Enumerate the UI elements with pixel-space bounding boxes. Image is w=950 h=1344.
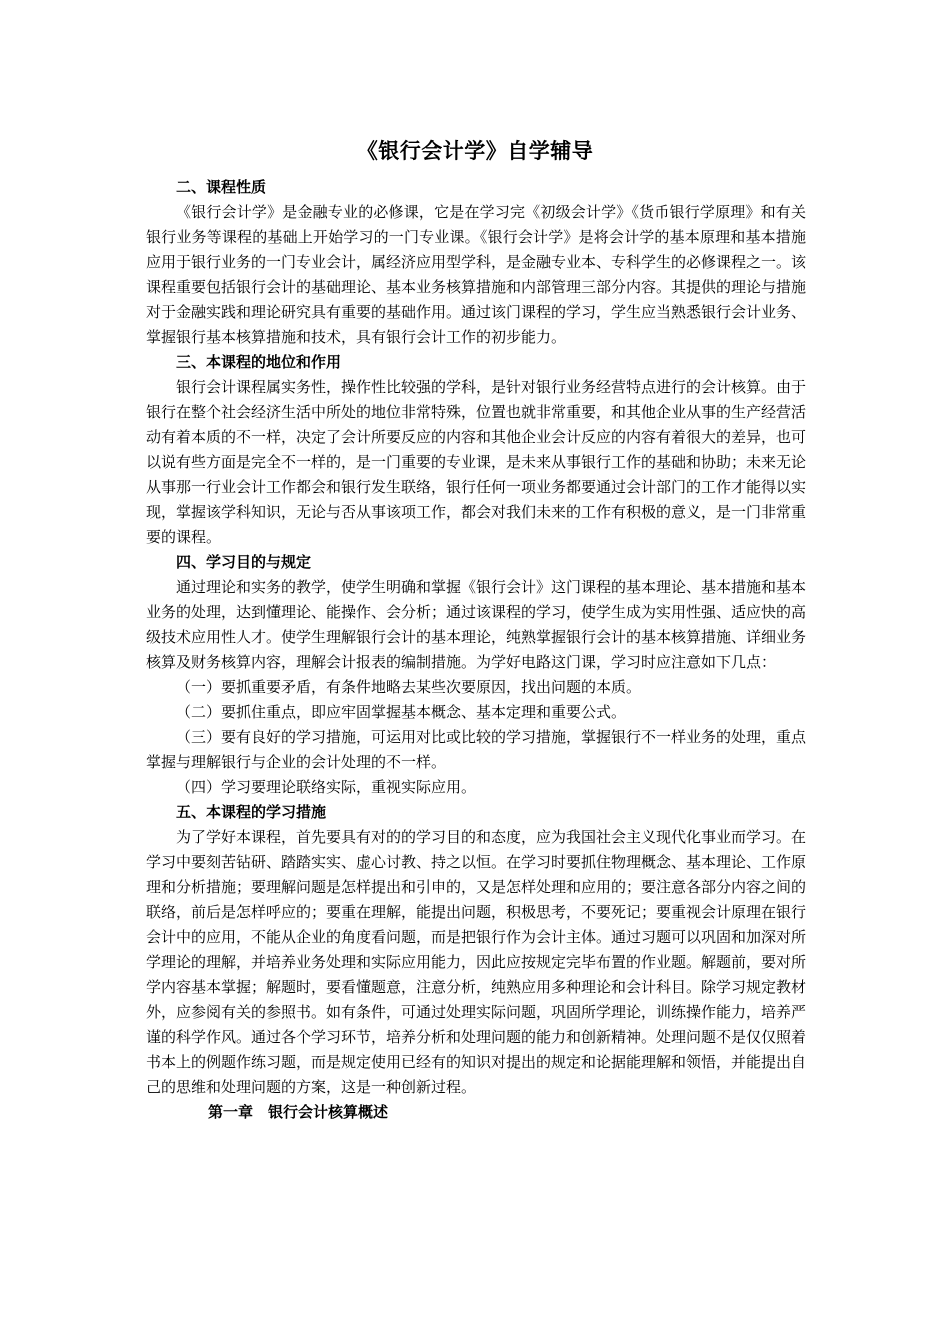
section-course-nature [146, 175, 806, 350]
section-learning-goals [146, 550, 806, 800]
list-item: （四）学习要理论联络实际，重视实际应用。 [176, 778, 477, 796]
section-heading: 三、本课程的地位和作用 [176, 353, 342, 371]
section-learning-methods [146, 800, 806, 1100]
list-item: （一）要抓重要矛盾，有条件地略去某些次要原因，找出问题的本质。 [176, 678, 642, 696]
section-course-role [146, 350, 806, 550]
section-paragraph: 银行会计课程属实务性，操作性比较强的学科，是针对银行业务经营特点进行的会计核算。由于银行在整个社会经济生活中所处的地位非常特殊，位置也就非常重要，和其他企业从事的生产经营活动有着本质的不一样，决定了会计所要反应的内容和其他企业会计反应的内容有着很大的差异，也可以说有些方面是完全不一样的，是一门重要的专业课，是未来从事银行工作的基础和协助；未来无论从事那一行业会计工作都会和银行发生联络，银行任何一项业务都要通过会计部门的工作才能得以实现，掌握该学科知识，无论与否从事该项工作，都会对我们未来的工作有积极的意义，是一门非常重要的课程。 [146, 378, 807, 546]
chapter-heading: 第一章 银行会计核算概述 [208, 1103, 389, 1121]
document-title: 《银行会计学》自学辅导 [356, 139, 594, 163]
section-paragraph: 通过理论和实务的教学，使学生明确和掌握《银行会计》这门课程的基本理论、基本措施和基本业务的处理，达到懂理论、能操作、会分析；通过该课程的学习，使学生成为实用性强、适应快的高级技术应用性人才。使学生理解银行会计的基本理论，纯熟掌握银行会计的基本核算措施、详细业务核算及财务核算内容，理解会计报表的编制措施。为学好电路这门课，学习时应注意如下几点： [146, 578, 807, 671]
section-heading: 二、课程性质 [176, 178, 267, 196]
section-heading: 五、本课程的学习措施 [176, 803, 327, 821]
section-paragraph: 为了学好本课程，首先要具有对的的学习目的和态度，应为我国社会主义现代化事业而学习。在学习中要刻苦钻研、踏踏实实、虚心讨教、持之以恒。在学习时要抓住物理概念、基本理论、工作原理和分析措施；要理解问题是怎样提出和引申的，又是怎样处理和应用的；要注意各部分内容之间的联络，前后是怎样呼应的；要重在理解，能提出问题，积极思考，不要死记；要重视会计原理在银行会计中的应用，不能从企业的角度看问题，而是把银行作为会计主体。通过习题可以巩固和加深对所学理论的理解，并培养业务处理和实际应用能力，因此应按规定完毕布置的作业题。解题前，要对所学内容基本掌握；解题时，要看懂题意，注意分析，纯熟应用多种理论和会计科目。除学习规定教材外，应参阅有关的参照书。如有条件，可通过处理实际问题，巩固所学理论，训练操作能力，培养严谨的科学作风。通过各个学习环节，培养分析和处理问题的能力和创新精神。处理问题不是仅仅照着书本上的例题作练习题，而是规定使用已经有的知识对提出的规定和论据能理解和领悟，并能提出自己的思维和处理问题的方案，这是一种创新过程。 [146, 828, 807, 1096]
list-item: （二）要抓住重点，即应牢固掌握基本概念、基本定理和重要公式。 [176, 703, 627, 721]
section-heading: 四、学习目的与规定 [176, 553, 312, 571]
document-body [146, 175, 806, 1125]
list-item: （三）要有良好的学习措施，可运用对比或比较的学习措施，掌握银行不一样业务的处理，重点掌握与理解银行与企业的会计处理的不一样。 [146, 728, 807, 771]
section-paragraph: 《银行会计学》是金融专业的必修课，它是在学习完《初级会计学》《货币银行学原理》和有关银行业务等课程的基础上开始学习的一门专业课。《银行会计学》是将会计学的基本原理和基本措施应用于银行业务的一门专业会计，属经济应用型学科，是金融专业本、专科学生的必修课程之一。该课程重要包括银行会计的基础理论、基本业务核算措施和内部管理三部分内容。其提供的理论与措施对于金融实践和理论研究具有重要的基础作用。通过该门课程的学习，学生应当熟悉银行会计业务、掌握银行基本核算措施和技术，具有银行会计工作的初步能力。 [146, 203, 807, 346]
